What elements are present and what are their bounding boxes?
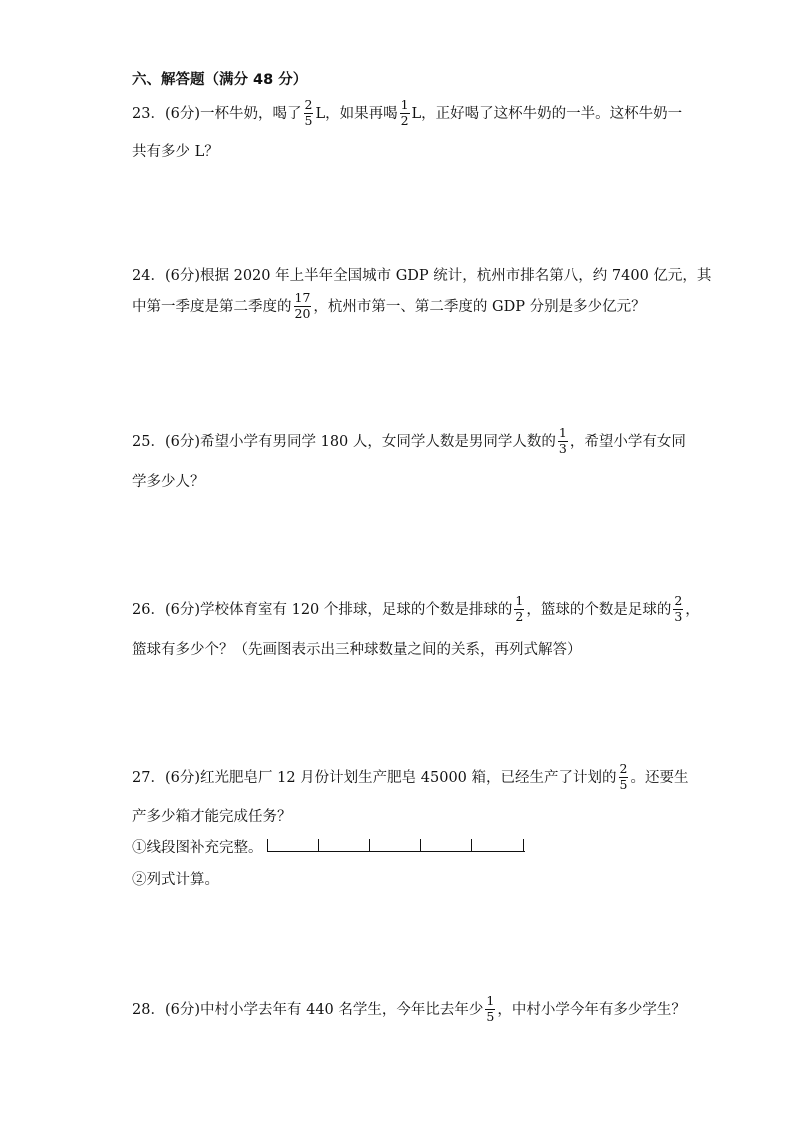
fraction-17-20 xyxy=(294,292,312,320)
question-26-line-2: 篮球有多少个？（先画图表示出三种球数量之间的关系，再列式解答） xyxy=(132,642,582,658)
fraction-numerator: 2 xyxy=(619,761,628,776)
q26-text-c: ， xyxy=(685,602,700,618)
question-27-step-2: ②列式计算。 xyxy=(132,872,219,888)
fraction-denominator: 3 xyxy=(674,608,683,624)
fraction-denominator: 2 xyxy=(515,608,524,624)
fraction-denominator: 5 xyxy=(304,112,313,128)
fraction-1-5 xyxy=(485,995,495,1023)
fraction-1-3 xyxy=(558,427,568,455)
question-26-line-1 xyxy=(132,593,700,624)
segment-tick xyxy=(420,839,421,852)
q28-text-b: ，中村小学今年有多少学生？ xyxy=(497,1002,686,1018)
question-24-line-1: 24．(6分)根据 2020 年上半年全国城市 GDP 统计，杭州市排名第八，约 7400 亿元，其 xyxy=(132,268,712,284)
fraction-denominator: 2 xyxy=(400,112,409,128)
q26-text-b: ，篮球的个数是足球的 xyxy=(526,602,672,618)
question-23-line-1 xyxy=(132,97,683,128)
fraction-denominator: 5 xyxy=(619,776,628,792)
q27-text-b: 。还要生 xyxy=(630,770,689,786)
q24-text-c: ，杭州市第一、第二季度的 GDP 分别是多少亿元？ xyxy=(313,299,646,315)
question-28-line xyxy=(132,993,686,1024)
q26-text-a: 26．(6分)学校体育室有 120 个排球，足球的个数是排球的 xyxy=(132,602,513,618)
fraction-numerator: 17 xyxy=(294,290,311,305)
fraction-numerator: 1 xyxy=(400,97,409,112)
q24-text-b: 中第一季度是第二季度的 xyxy=(132,299,292,315)
line-segment-diagram[interactable] xyxy=(267,839,525,853)
fraction-numerator: 1 xyxy=(558,425,567,440)
fraction-2-3 xyxy=(673,595,683,623)
fraction-1-2 xyxy=(400,99,410,127)
fraction-denominator: 5 xyxy=(486,1008,495,1024)
question-24-line-2 xyxy=(132,290,646,321)
q25-text-b: ，希望小学有女同 xyxy=(569,434,686,450)
q28-text-a: 28．(6分)中村小学去年有 440 名学生，今年比去年少 xyxy=(132,1002,484,1018)
segment-baseline xyxy=(267,851,525,852)
question-27-step-1 xyxy=(132,836,525,857)
question-27-line-1 xyxy=(132,761,689,792)
fraction-2-5 xyxy=(619,763,629,791)
fraction-denominator: 3 xyxy=(558,440,567,456)
question-23-line-2: 共有多少 L？ xyxy=(132,144,219,160)
q23-text-b: L，如果再喝 xyxy=(315,106,398,122)
question-25-line-2: 学多少人？ xyxy=(132,474,205,490)
fraction-numerator: 2 xyxy=(304,97,313,112)
fraction-numerator: 1 xyxy=(486,993,495,1008)
question-25-line-1 xyxy=(132,425,686,456)
fraction-1-2 xyxy=(514,595,524,623)
segment-tick xyxy=(318,839,319,852)
q27-step1-text: ①线段图补充完整。 xyxy=(132,840,263,856)
segment-tick xyxy=(369,839,370,852)
segment-tick xyxy=(523,839,524,852)
q27-text-a: 27．(6分)红光肥皂厂 12 月份计划生产肥皂 45000 箱，已经生产了计划的 xyxy=(132,770,617,786)
fraction-numerator: 2 xyxy=(674,593,683,608)
fraction-denominator: 20 xyxy=(294,305,311,321)
section-heading: 六、解答题（满分 48 分） xyxy=(132,72,308,88)
fraction-2-5 xyxy=(304,99,314,127)
question-27-line-2: 产多少箱才能完成任务？ xyxy=(132,809,292,825)
segment-tick xyxy=(267,839,268,852)
q23-text-a: 23．(6分)一杯牛奶，喝了 xyxy=(132,106,302,122)
fraction-numerator: 1 xyxy=(515,593,524,608)
q25-text-a: 25．(6分)希望小学有男同学 180 人，女同学人数是男同学人数的 xyxy=(132,434,556,450)
q23-text-c: L，正好喝了这杯牛奶的一半。这杯牛奶一 xyxy=(411,106,683,122)
segment-tick xyxy=(471,839,472,852)
